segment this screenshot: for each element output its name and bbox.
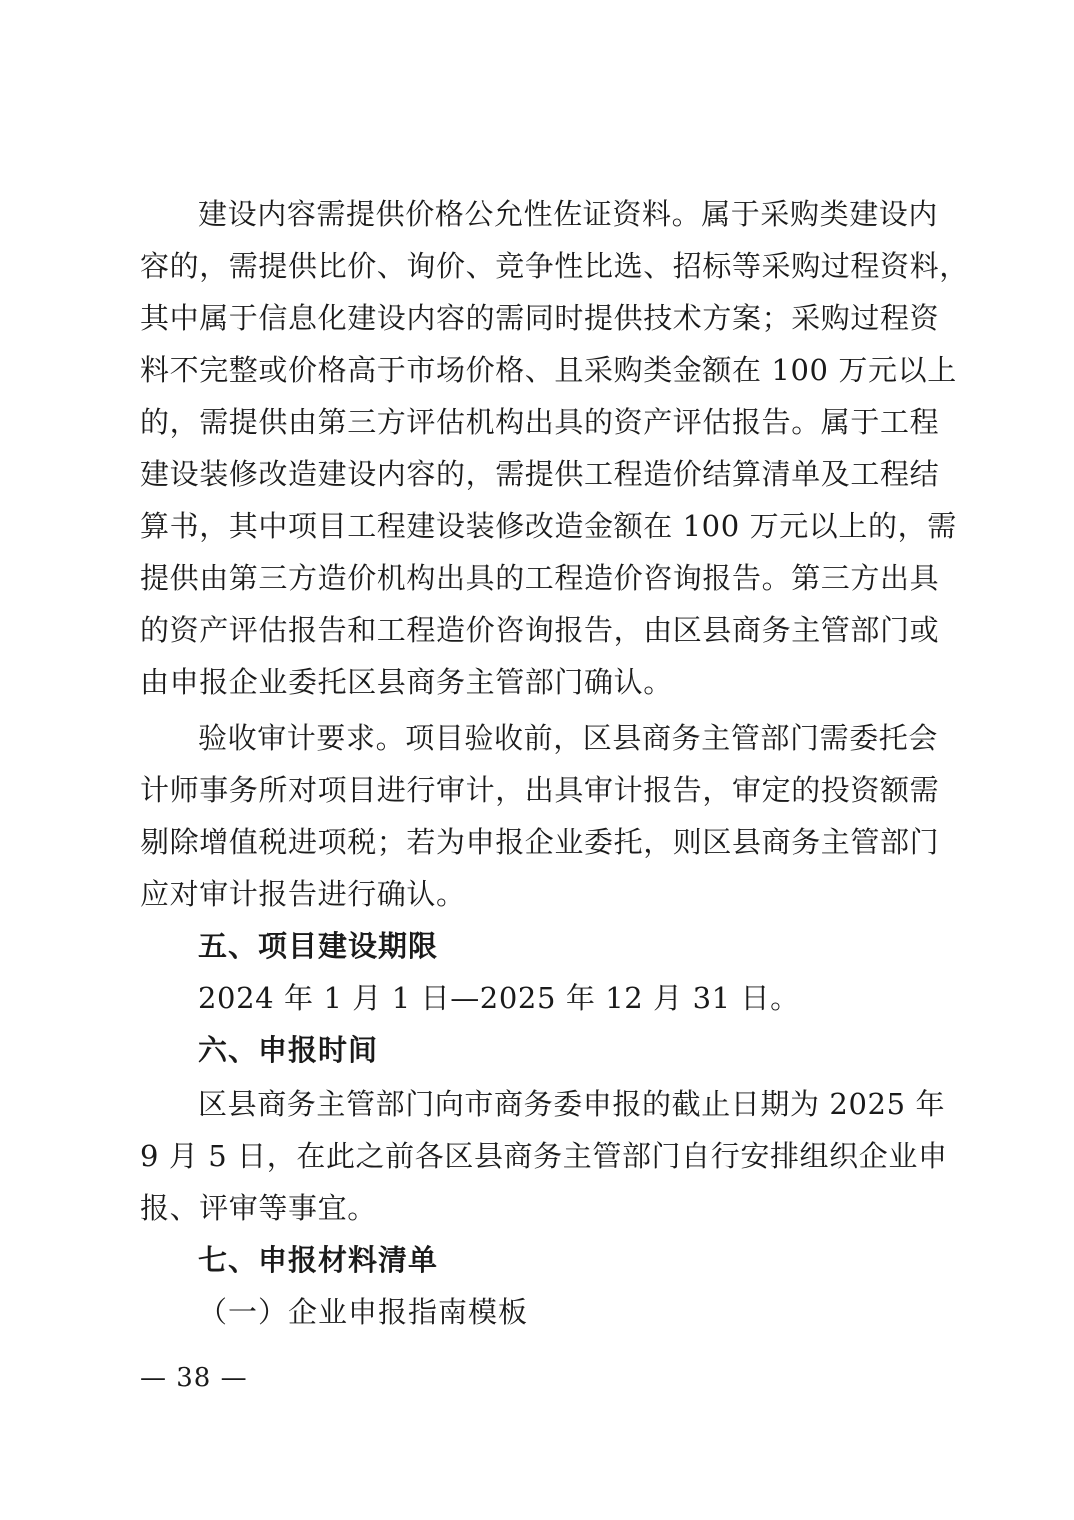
paragraph-line: 计师事务所对项目进行审计，出具审计报告，审定的投资额需: [140, 773, 940, 807]
paragraph-line: 的，需提供由第三方评估机构出具的资产评估报告。属于工程: [140, 405, 940, 439]
page-number: — 38 —: [140, 1363, 248, 1393]
section-heading: 六、申报时间: [198, 1033, 379, 1067]
paragraph-line: 2024 年 1 月 1 日—2025 年 12 月 31 日。: [198, 981, 800, 1015]
paragraph-line: 的资产评估报告和工程造价咨询报告，由区县商务主管部门或: [140, 613, 940, 647]
paragraph-line: 区县商务主管部门向市商务委申报的截止日期为 2025 年: [198, 1087, 946, 1121]
subsection-heading: （一）企业申报指南模板: [198, 1295, 529, 1329]
section-heading: 五、项目建设期限: [198, 929, 439, 963]
paragraph-line: 建设内容需提供价格公允性佐证资料。属于采购类建设内: [198, 197, 939, 231]
paragraph-line: 其中属于信息化建设内容的需同时提供技术方案；采购过程资: [140, 301, 940, 335]
paragraph-line: 料不完整或价格高于市场价格、且采购类金额在 100 万元以上: [140, 353, 957, 387]
section-heading: 七、申报材料清单: [198, 1243, 439, 1277]
paragraph-line: 剔除增值税进项税；若为申报企业委托，则区县商务主管部门: [140, 825, 940, 859]
paragraph-line: 报、评审等事宜。: [140, 1191, 377, 1225]
paragraph-line: 由申报企业委托区县商务主管部门确认。: [140, 665, 673, 699]
paragraph-line: 应对审计报告进行确认。: [140, 877, 466, 911]
paragraph-line: 容的，需提供比价、询价、竞争性比选、招标等采购过程资料，: [140, 249, 969, 283]
paragraph-line: 建设装修改造建设内容的，需提供工程造价结算清单及工程结: [140, 457, 940, 491]
paragraph-line: 验收审计要求。项目验收前，区县商务主管部门需委托会: [198, 721, 939, 755]
paragraph-line: 提供由第三方造价机构出具的工程造价咨询报告。第三方出具: [140, 561, 940, 595]
paragraph-line: 9 月 5 日，在此之前各区县商务主管部门自行安排组织企业申: [140, 1139, 948, 1173]
paragraph-line: 算书，其中项目工程建设装修改造金额在 100 万元以上的，需: [140, 509, 957, 543]
